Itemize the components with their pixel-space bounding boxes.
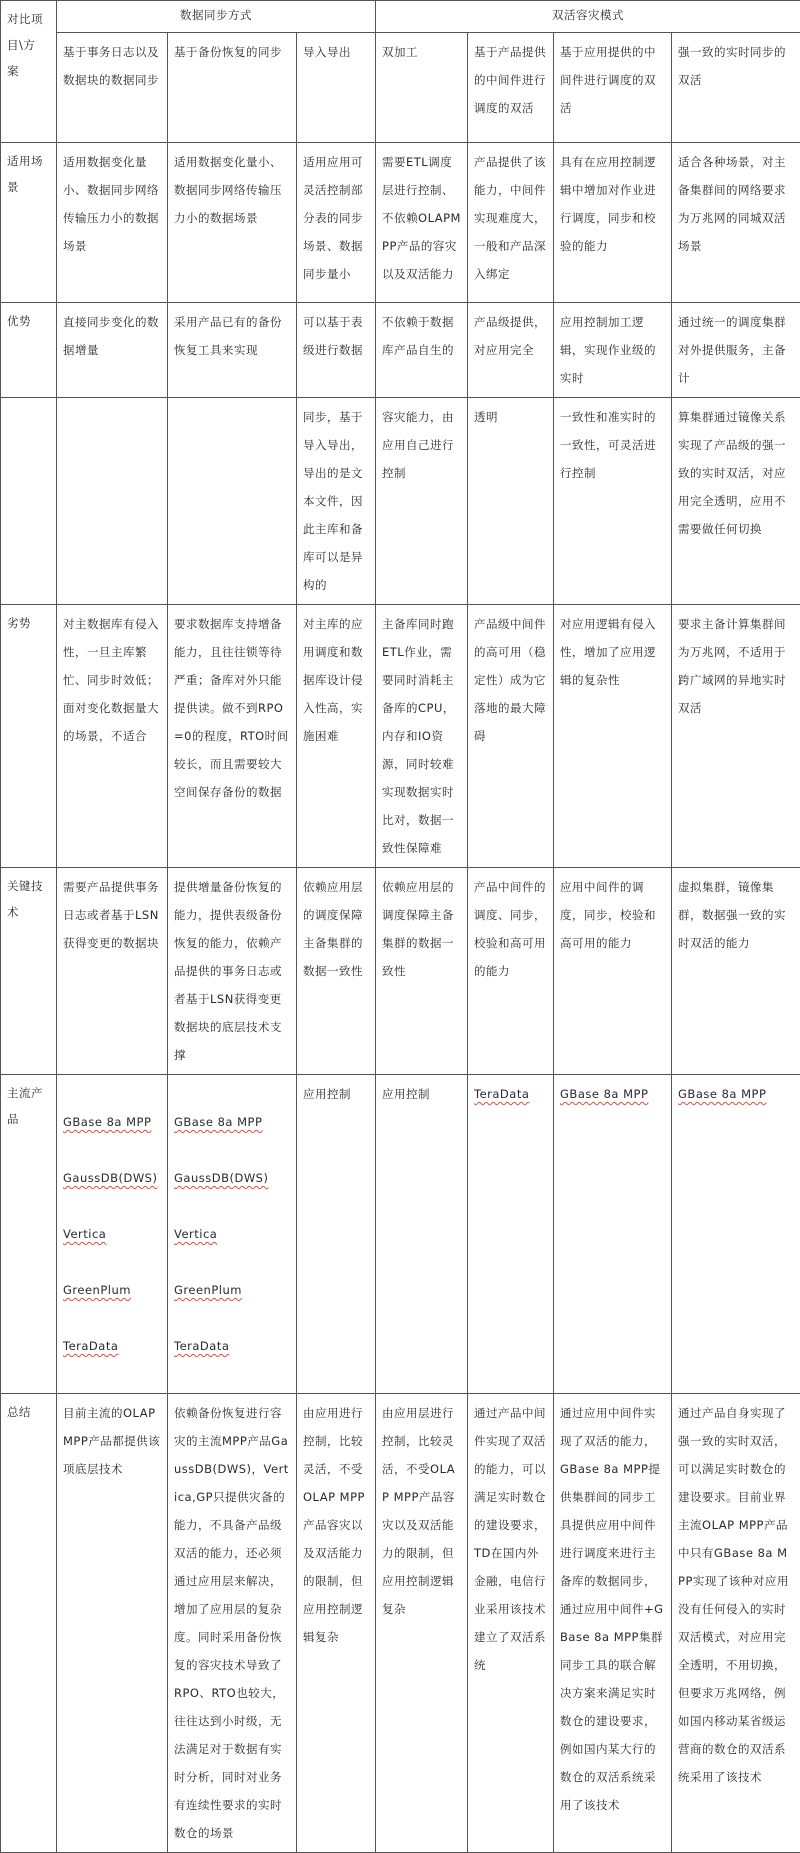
- table-cell: 适用数据变化量小、数据同步网络传输压力小的数据场景: [168, 143, 297, 303]
- table-cell: 适用应用可灵活控制部分表的同步场景、数据同步量小: [297, 143, 376, 303]
- table-cell: 直接同步变化的数据增量: [57, 303, 168, 398]
- table-cell: 产品级提供，对应用完全: [468, 303, 554, 398]
- product-name: Vertica: [63, 1220, 161, 1248]
- column-header: 基于备份恢复的同步: [168, 33, 297, 143]
- table-cell: 通过应用中间件实现了双活的能力，GBase 8a MPP提供集群间的同步工具提供应用中间件进行调度来进行主备库的数据同步，通过应用中间件+GBase 8a MPP集群同步工具的联合解决方案来满足实时数仓的建设要求，例如国内某大行的数仓的双活系统采用了该技术: [554, 1394, 672, 1853]
- row-label: 劣势: [1, 605, 57, 868]
- row-label: 适用场 景: [1, 143, 57, 303]
- product-name: GBase 8a MPP: [678, 1087, 766, 1101]
- table-cell: 对应用逻辑有侵入性，增加了应用逻辑的复杂性: [554, 605, 672, 868]
- row-advantage-cont: [1, 398, 800, 605]
- row-key-tech: [1, 868, 800, 1075]
- product-name: TeraData: [474, 1087, 529, 1101]
- table-cell: 产品级中间件的高可用（稳定性）成为它落地的最大障碍: [468, 605, 554, 868]
- table-cell: [168, 398, 297, 605]
- row-label: 总结: [1, 1394, 57, 1853]
- product-name: GBase 8a MPP: [560, 1087, 648, 1101]
- row-label: 关键技 术: [1, 868, 57, 1075]
- column-header: 基于事务日志以及数据块的数据同步: [57, 33, 168, 143]
- table-cell: [554, 1075, 672, 1394]
- table-cell: 适合各种场景，对主备集群间的网络要求为万兆网的同城双活场景: [672, 143, 800, 303]
- table-cell: 产品提供了该能力，中间件实现难度大，一般和产品深入绑定: [468, 143, 554, 303]
- column-header: 基于产品提供的中间件进行调度的双活: [468, 33, 554, 143]
- table-cell: [672, 1075, 800, 1394]
- table-cell: 透明: [468, 398, 554, 605]
- table-cell: 要求数据库支持增备能力，且往往锁等待严重；备库对外只能提供读。做不到RPO=0的程度，RTO时间较长，而且需要较大空间保存备份的数据: [168, 605, 297, 868]
- table-cell: 一致性和准实时的一致性，可灵活进行控制: [554, 398, 672, 605]
- row-label: 主流产 品: [1, 1075, 57, 1394]
- table-cell: 需要产品提供事务日志或者基于LSN获得变更的数据块: [57, 868, 168, 1075]
- table-cell: 可以基于表级进行数据: [297, 303, 376, 398]
- column-header: 双加工: [376, 33, 468, 143]
- product-name: GaussDB(DWS): [174, 1164, 290, 1192]
- table-cell: 要求主备计算集群间为万兆网，不适用于跨广域网的异地实时双活: [672, 605, 800, 868]
- product-name: GaussDB(DWS): [63, 1164, 161, 1192]
- table-cell: 通过产品中间件实现了双活的能力，可以满足实时数仓的建设要求，TD在国内外金融，电信行业采用该技术建立了双活系统: [468, 1394, 554, 1853]
- table-cell: 适用数据变化量小、数据同步网络传输压力小的数据场景: [57, 143, 168, 303]
- column-header: 基于应用提供的中间件进行调度的双活: [554, 33, 672, 143]
- table-cell: 需要ETL调度层进行控制、不依赖OLAPMPP产品的容灾以及双活能力: [376, 143, 468, 303]
- row-advantage: [1, 303, 800, 398]
- table-cell: 提供增量备份恢复的能力，提供表级备份恢复的能力，依赖产品提供的事务日志或者基于LSN获得变更数据块的底层技术支撑: [168, 868, 297, 1075]
- table-cell: 产品中间件的调度、同步，校验和高可用的能力: [468, 868, 554, 1075]
- table-cell: 应用控制加工逻辑，实现作业级的实时: [554, 303, 672, 398]
- table-cell: 算集群通过镜像关系实现了产品级的强一致的实时双活，对应用完全透明，应用不需要做任何切换: [672, 398, 800, 605]
- table-cell: 对主数据库有侵入性，一旦主库繁忙、同步时效低；面对变化数据量大的场景，不适合: [57, 605, 168, 868]
- table-cell: 主备库同时跑ETL作业，需要同时消耗主备库的CPU，内存和IO资源，同时较难实现数据实时比对，数据一致性保障难: [376, 605, 468, 868]
- corner-label: 对比项 目\方 案: [1, 1, 57, 143]
- product-name: GreenPlum: [174, 1276, 290, 1304]
- table-cell: 应用控制: [297, 1075, 376, 1394]
- product-name: Vertica: [174, 1220, 290, 1248]
- table-cell: 采用产品已有的备份恢复工具来实现: [168, 303, 297, 398]
- table-cell: 通过产品自身实现了强一致的实时双活，可以满足实时数仓的建设要求。目前业界主流OLAP MPP产品中只有GBase 8a MPP实现了该种对应用没有任何侵入的实时双活模式，对应用完全透明，不用切换，但要求万兆网络，例如国内移动某省级运营商的数仓的双活系统采用了该技术: [672, 1394, 800, 1853]
- table-cell: 容灾能力，由应用自己进行控制: [376, 398, 468, 605]
- table-cell: 同步，基于导入导出，导出的是文本文件，因此主库和备库可以是异构的: [297, 398, 376, 605]
- product-name: GBase 8a MPP: [174, 1108, 290, 1136]
- product-name: GBase 8a MPP: [63, 1108, 161, 1136]
- table-cell: 通过统一的调度集群对外提供服务，主备计: [672, 303, 800, 398]
- table-cell: 应用控制: [376, 1075, 468, 1394]
- row-summary: [1, 1394, 800, 1853]
- table-cell: 应用中间件的调度，同步，校验和高可用的能力: [554, 868, 672, 1075]
- table-cell: [57, 398, 168, 605]
- table-cell: 目前主流的OLAP MPP产品都提供该项底层技术: [57, 1394, 168, 1853]
- table-cell: 由应用层进行控制，比较灵活，不受OLAP MPP产品容灾以及双活能力的限制，但应用控制逻辑复杂: [376, 1394, 468, 1853]
- column-header: 导入导出: [297, 33, 376, 143]
- table-cell: [468, 1075, 554, 1394]
- group-header-sync: 数据同步方式: [57, 1, 376, 33]
- row-scenario: [1, 143, 800, 303]
- table-cell: 由应用进行控制，比较灵活，不受OLAP MPP产品容灾以及双活能力的限制，但应用控制逻辑复杂: [297, 1394, 376, 1853]
- table-cell: 对主库的应用调度和数据库设计侵入性高，实施困难: [297, 605, 376, 868]
- product-name: TeraData: [174, 1332, 290, 1360]
- table-cell: 虚拟集群，镜像集群，数据强一致的实时双活的能力: [672, 868, 800, 1075]
- table-cell: 依赖应用层的调度保障主备集群的数据一致性: [297, 868, 376, 1075]
- table-cell: 依赖应用层的调度保障主备集群的数据一致性: [376, 868, 468, 1075]
- row-disadvantage: [1, 605, 800, 868]
- table-cell: 具有在应用控制逻辑中增加对作业进行调度，同步和校验的能力: [554, 143, 672, 303]
- row-label: 优势: [1, 303, 57, 398]
- column-header: 强一致的实时同步的双活: [672, 33, 800, 143]
- table-cell: 不依赖于数据库产品自生的: [376, 303, 468, 398]
- table-cell: [57, 1075, 168, 1394]
- table-cell: [168, 1075, 297, 1394]
- header-row-groups: [1, 1, 800, 33]
- header-row-columns: [1, 33, 800, 143]
- row-products: [1, 1075, 800, 1394]
- product-name: GreenPlum: [63, 1276, 161, 1304]
- product-name: TeraData: [63, 1332, 161, 1360]
- table-cell: 依赖备份恢复进行容灾的主流MPP产品GaussDB(DWS)，Vertica,GP只提供灾备的能力，不具备产品级双活的能力，还必须通过应用层来解决，增加了应用层的复杂度。同时采用备份恢复的容灾技术导致了RPO、RTO也较大，往往达到小时级，无法满足对于数据有实时分析，同时对业务有连续性要求的实时数仓的场景: [168, 1394, 297, 1853]
- group-header-dual: 双活容灾模式: [376, 1, 800, 33]
- row-label: [1, 398, 57, 605]
